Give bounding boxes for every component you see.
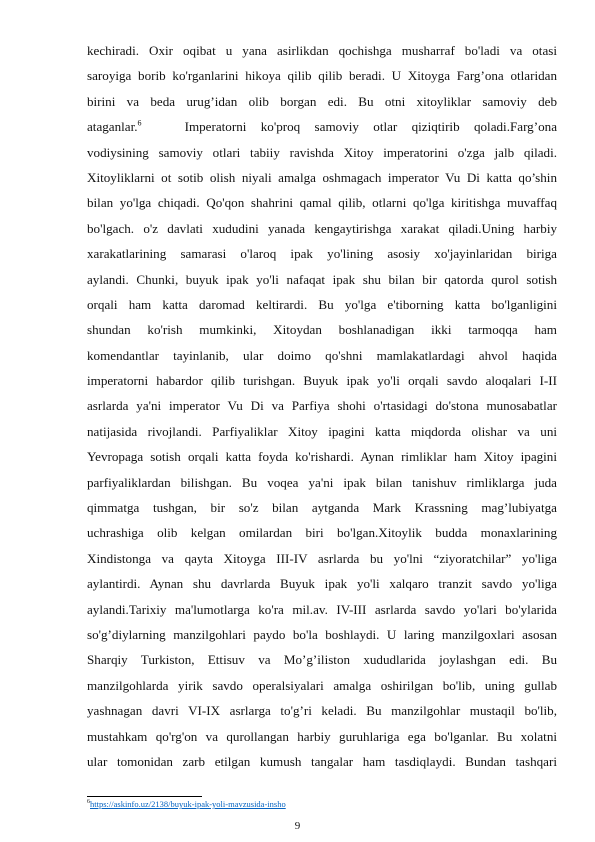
text-line-4 [87,114,557,139]
footnote-number: 6 [87,799,90,806]
text-line-14: imperatorni habardor qilib turishgan. Buyuk ipak yo'li orqali savdo aloqalari I-II [87,373,557,389]
text-line-27: yashnagan davri VI-IX asrlarga to'g’ri keladi. Bu manzilgohlar mustaqil bo'lib, [87,703,557,719]
page-number: 9 [294,820,301,832]
text-line-19: qimmatga tushgan, bir so'z bilan aytganda Mark Krassning mag’lubiyatga [87,500,557,516]
text-line-28: mustahkam qo'rg'on va qurollangan harbiy guruhlariga ega bo'lganlar. Bu xolatni [87,728,557,744]
footnote-reference[interactable]: 6 [137,118,142,128]
text-line-6: Xitoyliklarni ot sotib olish niyali amalga oshmagach imperator Vu Di katta qo’shin [87,169,557,185]
text-line-13: komendantlar tayinlanib, ular doimo qo'shni mamlakatlardagi ahvol haqida [87,347,557,363]
text-line-11: orqali ham katta daromad keltirardi. Bu yo'lga e'tiborning katta bo'lganligini [87,296,557,312]
text-line-5: vodiysining samoviy otlari tabiiy ravishda Xitoy imperatorini o'zga jalb qiladi. [87,144,557,160]
footnote-separator [87,796,202,797]
text-line-21: Xindistonga va qayta Xitoyga III-IV asrlarda bu yo'lni “ziyoratchilar” yo'liga [87,550,557,566]
text-line-9: xarakatlarining samarasi o'laroq ipak yo'lining asosiy xo'jayinlaridan biriga [87,246,557,262]
text-line-2: saroyiga borib ko'rganlarini hikoya qilib qilib beradi. U Xitoyga Farg’ona otlaridan [87,68,557,84]
text-line-22: aylantirdi. Aynan shu davrlarda Buyuk ipak yo'li xalqaro tranzit savdo yo'liga [87,576,557,592]
text-line-18: parfiyaliklardan bilishgan. Bu voqea ya'ni ipak bilan tanishuv rimliklarga juda [87,474,557,490]
text-line-4-rest: Imperatorni ko'proq samoviy otlar qiziqtirib qoladi.Farg’ona [184,119,557,135]
footnote-link[interactable]: https://askinfo.uz/2138/buyuk-ipak-yoli-mavzusida-insho [90,799,286,809]
footnote [87,799,286,810]
body-text [87,38,557,774]
text-line-3: birini va beda urug’idan olib borgan edi. Bu otni xitoyliklar samoviy deb [87,93,557,109]
text-line-4-start: ataganlar. [87,119,138,135]
text-line-20: uchrashiga olib kelgan omilardan biri bo'lgan.Xitoylik budda monaxlarining [87,525,557,541]
text-line-29: ular tomonidan zarb etilgan kumush tangalar ham tasdiqlaydi. Bundan tashqari [87,753,557,769]
text-line-7: bilan yo'lga chiqadi. Qo'qon shahrini qamal qilib, otlarni qo'lga kiritishga muvaffaq [87,195,557,211]
text-line-16: natijasida rivojlandi. Parfiyaliklar Xitoy ipagini katta miqdorda olishar va uni [87,423,557,439]
text-line-24: so'g’diylarning manzilgohlari paydo bo'la boshlaydi. U laring manzilgoxlari asosan [87,626,557,642]
text-line-10: aylandi. Chunki, buyuk ipak yo'li nafaqat ipak shu bilan bir qatorda qurol sotish [87,271,557,287]
text-line-23: aylandi.Tarixiy ma'lumotlarga ko'ra mil.av. IV-III asrlarda savdo yo'lari bo'ylarida [87,601,557,617]
text-line-12: shundan ko'rish mumkinki, Xitoydan boshlanadigan ikki tarmoqqa ham [87,322,557,338]
text-line-25: Sharqiy Turkiston, Ettisuv va Mo’g’iliston xududlarida joylashgan edi. Bu [87,652,557,668]
text-line-26: manzilgohlarda yirik savdo operalsiyalari amalga oshirilgan bo'lib, uning gullab [87,677,557,693]
text-line-15: asrlarda ya'ni imperator Vu Di va Parfiya shohi o'rtasidagi do'stona munosabatlar [87,398,557,414]
text-line-8: bo'lgach. o'z davlati xududini yanada kengaytirishga xarakat qiladi.Uning harbiy [87,220,557,236]
text-line-17: Yevropaga sotish orqali katta foyda ko'rishardi. Aynan rimliklar ham Xitoy ipagini [87,449,557,465]
text-line-1: kechiradi. Oxir oqibat u yana asirlikdan qochishga musharraf bo'ladi va otasi [87,43,557,58]
